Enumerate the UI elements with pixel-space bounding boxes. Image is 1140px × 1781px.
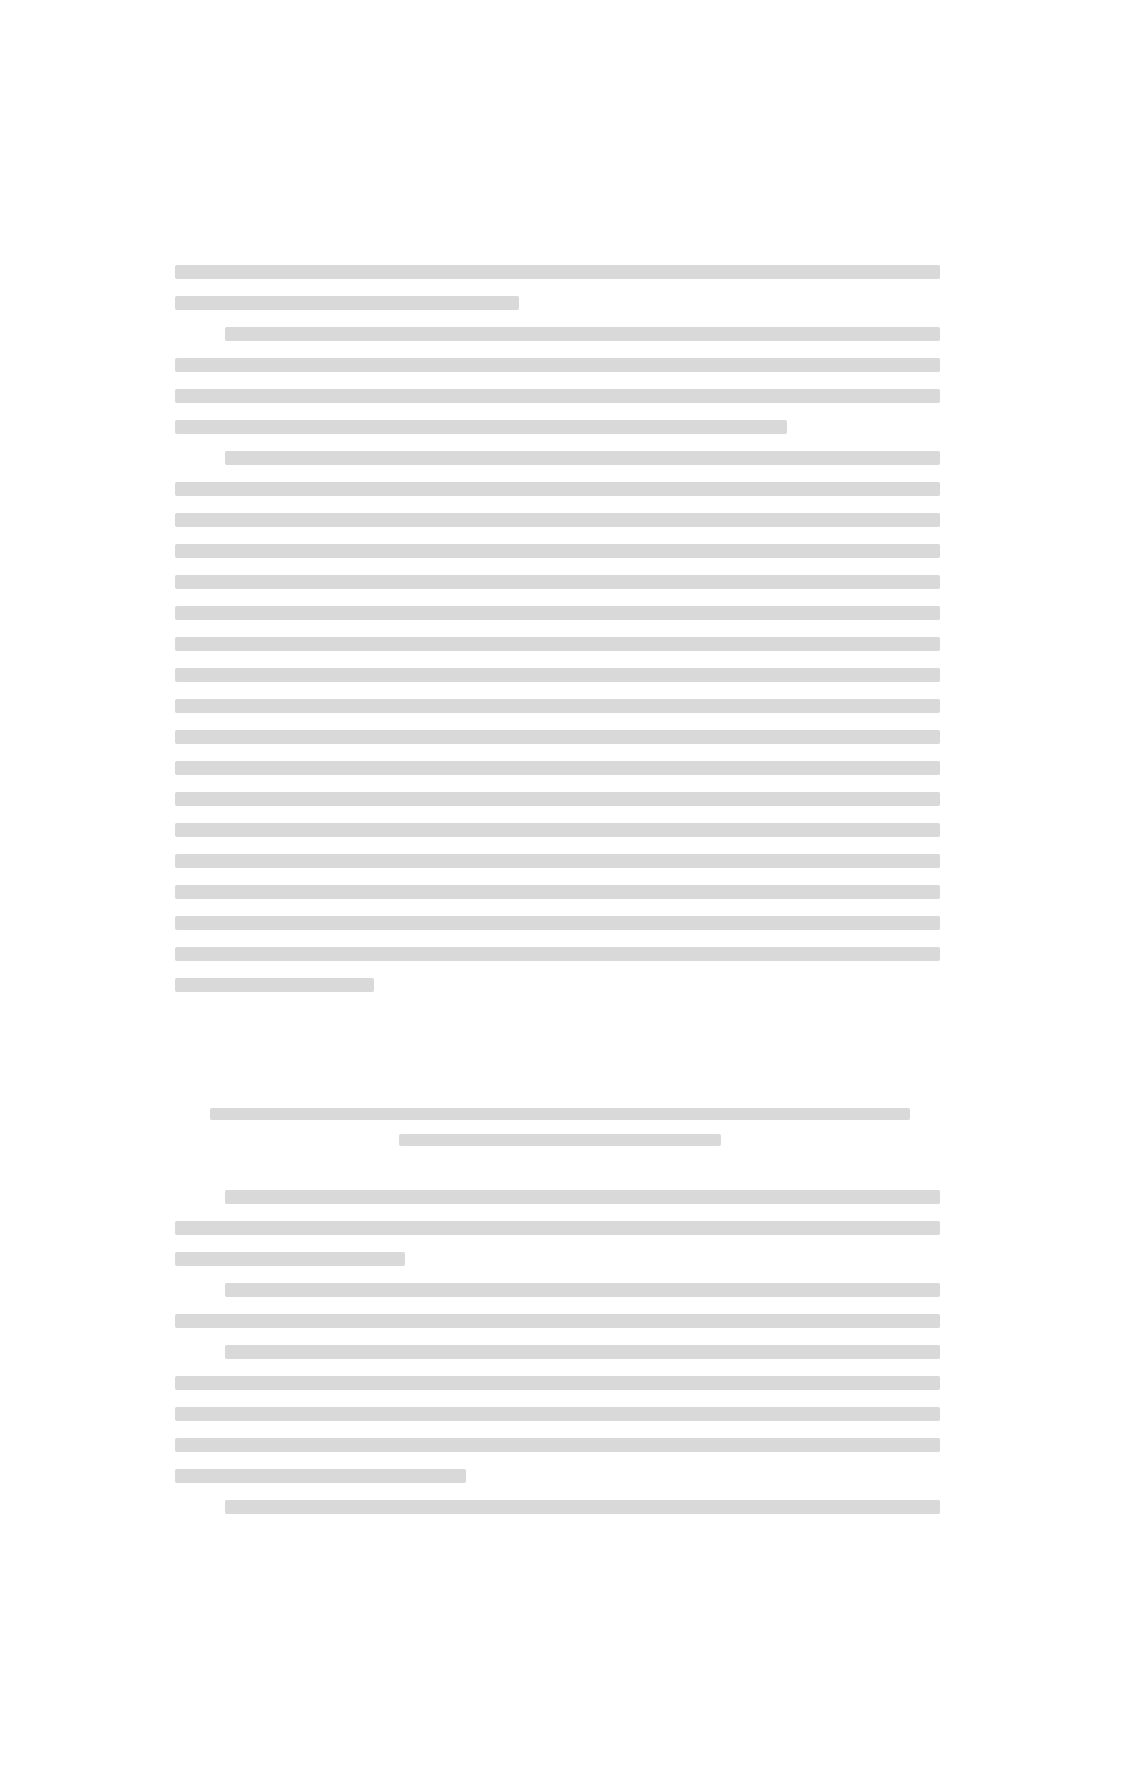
- text-line: [175, 1438, 940, 1452]
- text-line: [175, 575, 940, 589]
- text-line: [175, 1314, 940, 1328]
- title-line: [210, 1108, 910, 1120]
- text-line: [175, 1407, 940, 1421]
- text-line: [175, 265, 940, 279]
- text-line: [225, 451, 940, 465]
- section-title: [210, 1108, 910, 1160]
- text-line: [175, 358, 940, 372]
- text-line: [175, 389, 940, 403]
- text-line: [225, 327, 940, 341]
- title-line: [399, 1134, 721, 1146]
- text-line: [175, 792, 940, 806]
- text-block-top: [175, 265, 940, 1009]
- text-line: [175, 947, 940, 961]
- text-line: [175, 1221, 940, 1235]
- text-line: [175, 606, 940, 620]
- text-line: [175, 978, 374, 992]
- text-line: [175, 296, 519, 310]
- text-line: [175, 1252, 405, 1266]
- text-line: [175, 544, 940, 558]
- text-line: [225, 1190, 940, 1204]
- text-line: [225, 1500, 940, 1514]
- text-line: [175, 699, 940, 713]
- text-line: [175, 637, 940, 651]
- text-line: [225, 1283, 940, 1297]
- text-line: [175, 854, 940, 868]
- text-line: [175, 730, 940, 744]
- text-line: [175, 916, 940, 930]
- text-line: [175, 1376, 940, 1390]
- text-line: [175, 482, 940, 496]
- text-line: [175, 823, 940, 837]
- text-line: [175, 761, 940, 775]
- text-line: [175, 885, 940, 899]
- text-line: [175, 1469, 466, 1483]
- text-block-bottom: [175, 1190, 940, 1531]
- text-line: [225, 1345, 940, 1359]
- text-line: [175, 420, 787, 434]
- text-line: [175, 668, 940, 682]
- text-line: [175, 513, 940, 527]
